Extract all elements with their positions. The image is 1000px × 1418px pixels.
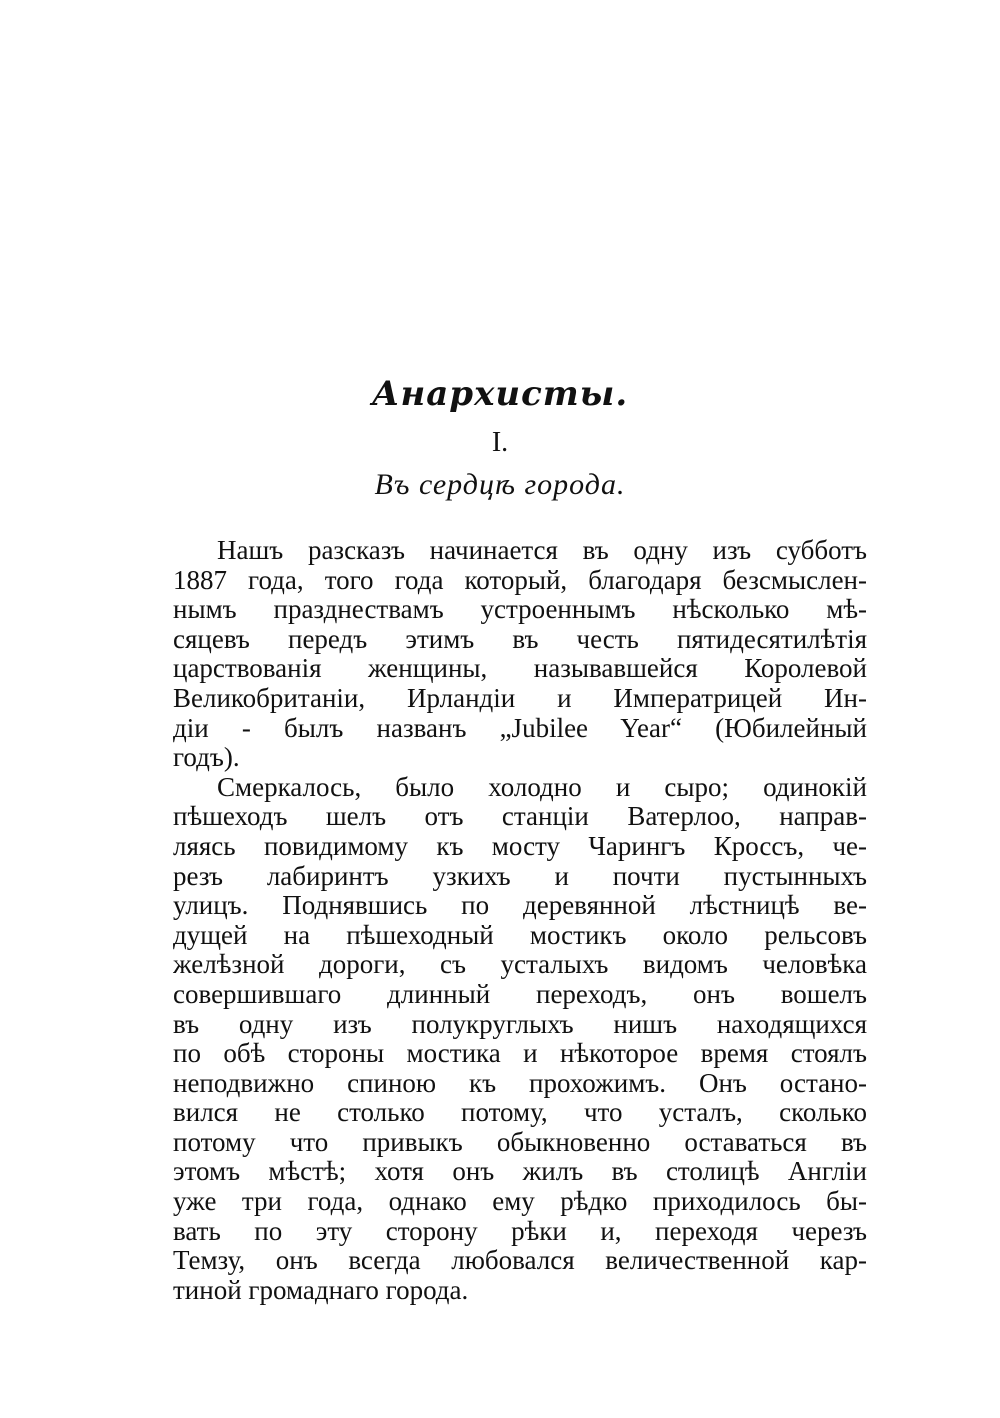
text-line: 1887 года, того года который, благодаря безсмыслен- <box>173 565 867 595</box>
text-line: нымъ празднествамъ устроеннымъ нѣсколько мѣ- <box>173 595 867 625</box>
text-line: уже три года, однако ему рѣдко приходилось бы- <box>173 1187 867 1217</box>
text-line: неподвижно спиною къ прохожимъ. Онъ остано- <box>173 1068 867 1098</box>
text-line: совершившаго длинный переходъ, онъ вошелъ <box>173 979 867 1009</box>
text-line: резъ лабиринтъ узкихъ и почти пустынныхъ <box>173 861 867 891</box>
text-line: Великобританіи, Ирландіи и Императрицей Ин- <box>173 683 867 713</box>
text-line: пѣшеходъ шелъ отъ станціи Ватерлоо, направ- <box>173 802 867 832</box>
text-line: вать по эту сторону рѣки и, переходя черезъ <box>173 1216 867 1246</box>
text-line: діи - былъ названъ „Jubilee Year“ (Юбилейный <box>173 713 867 743</box>
text-line: желѣзной дороги, съ усталыхъ видомъ человѣка <box>173 950 867 980</box>
text-line: по обѣ стороны мостика и нѣкоторое время стоялъ <box>173 1039 867 1069</box>
text-line: улицъ. Поднявшись по деревянной лѣстницѣ ве- <box>173 891 867 921</box>
text-line: сяцевъ передъ этимъ въ честь пятидесятилѣтія <box>173 624 867 654</box>
body-text <box>173 536 867 1305</box>
chapter-title: Въ сердцѣ города. <box>374 468 626 501</box>
text-line: Темзу, онъ всегда любовался величественной кар- <box>173 1246 867 1276</box>
page-title: Анархисты. <box>371 374 629 414</box>
text-line: тиной громаднаго города. <box>173 1275 469 1305</box>
text-line: царствованія женщины, называвшейся Королевой <box>173 654 867 684</box>
text-line: ляясь повидимому къ мосту Чарингъ Кроссъ, че- <box>173 831 867 861</box>
text-line: этомъ мѣстѣ; хотя онъ жилъ въ столицѣ Англіи <box>173 1157 867 1187</box>
text-line: въ одну изъ полукруглыхъ нишъ находящихся <box>173 1009 867 1039</box>
text-line: вился не столько потому, что усталъ, сколько <box>173 1098 867 1128</box>
text-line: Смеркалось, было холодно и сыро; одинокій <box>217 772 867 802</box>
text-line: дущей на пѣшеходный мостикъ около рельсовъ <box>173 920 867 950</box>
text-line: потому что привыкъ обыкновенно оставаться въ <box>173 1127 867 1157</box>
text-line: Нашъ разсказъ начинается въ одну изъ субботъ <box>217 536 867 565</box>
text-line: годъ). <box>173 743 240 773</box>
chapter-number: I. <box>491 427 509 458</box>
